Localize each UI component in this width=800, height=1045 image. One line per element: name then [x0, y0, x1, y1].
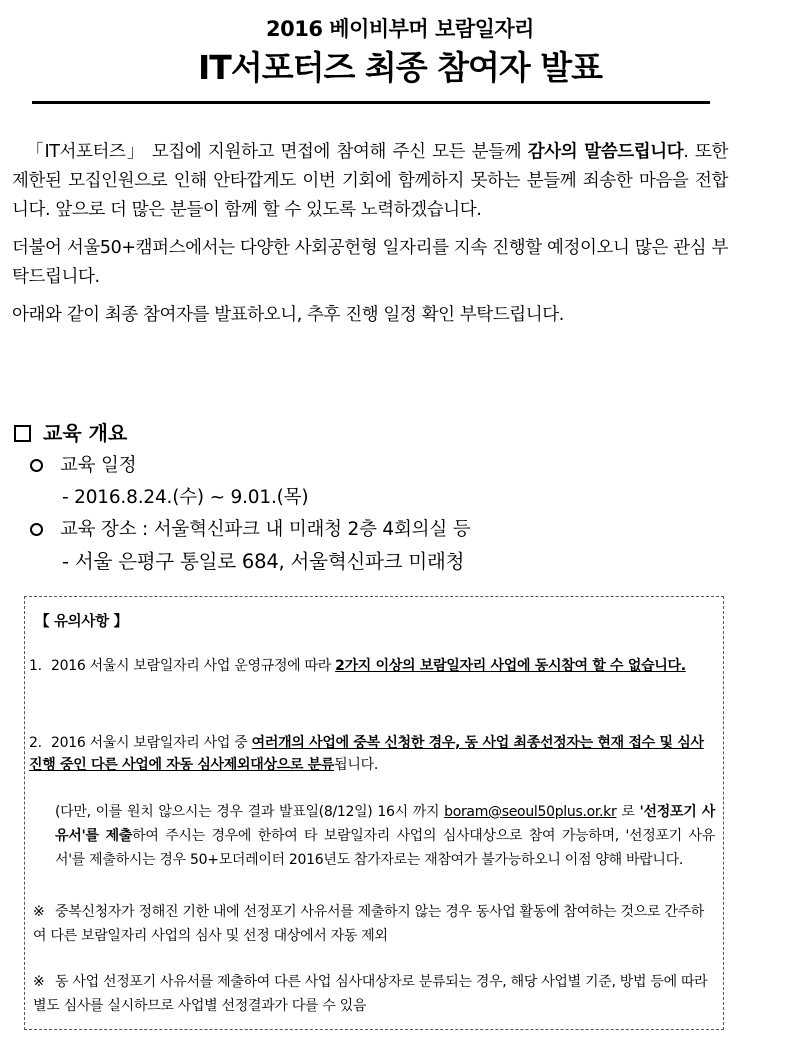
schedule-item	[14, 451, 754, 480]
education-section	[14, 418, 754, 576]
document-title: IT서포터즈 최종 참여자 발표	[198, 48, 602, 87]
notice-note-1	[33, 900, 717, 948]
section-heading	[14, 418, 754, 448]
item-number: 1.	[29, 658, 42, 674]
notice-box	[24, 596, 724, 1030]
item-number: 2.	[29, 735, 42, 751]
intro-paragraph-2: 더불어 서울50+캠퍼스에서는 다양한 사회공헌형 일자리를 지속 진행할 예정이오니 많은 관심 부탁드립니다.	[12, 238, 728, 287]
notice-title: 【 유의사항 】	[35, 614, 128, 630]
note1-text: 중복신청자가 정해진 기한 내에 선정포기 사유서를 제출하지 않는 경우 동사업 활동에 참여하는 것으로 간주하여 다른 보람일자리 사업의 심사 및 선정 대상에서 자동 제외	[33, 904, 705, 944]
circle-bullet-icon	[30, 459, 43, 472]
section-heading-label: 교육 개요	[43, 421, 128, 445]
intro-p1-end: . 또한 제한된 모집인원으로 인해 안타깝게도 이번 기회에 함께하지 못하는 분들께 죄송한 마음을 전합니다. 앞으로 더 많은 분들이 함께 할 수 있도록 노력하겠습니다.	[12, 142, 728, 220]
location-value: - 서울 은평구 통일로 684, 서울혁신파크 미래청	[62, 550, 465, 573]
exception-text-end: 하여 주시는 경우에 한하여 타 보람일자리 사업의 심사대상으로 참여 가능하며, '선정포기 사유서'를 제출하시는 경우 50+모더레이터 2016년도 참가자로는 재참여가 불가능하오니 이점 양해 바랍니다.	[55, 828, 715, 868]
item1-text: 2016 서울시 보람일자리 사업 운영규정에 따라	[51, 658, 336, 674]
document-header	[0, 14, 800, 90]
intro-p1-thanks: 감사의 말씀드립니다	[527, 142, 684, 162]
contact-email-link[interactable]: boram@seoul50plus.or.kr	[444, 804, 617, 820]
reference-mark-icon: ※	[33, 904, 45, 920]
item2-emphasis: 여러개의 사업에 중복 신청한 경우, 동 사업 최종선정자는 현재 접수 및 심사 진행 중인 다른 사업에 자동 심사제외대상으로 분류	[29, 735, 704, 773]
square-bullet-icon	[14, 425, 31, 442]
intro-paragraph-3: 아래와 같이 최종 참여자를 발표하오니, 추후 진행 일정 확인 부탁드립니다.	[12, 305, 564, 325]
item1-emphasis: 2가지 이상의 보람일자리 사업에 동시참여 할 수 없습니다.	[335, 658, 686, 674]
notice-item-2	[29, 732, 719, 776]
notice-exception-paragraph	[55, 800, 715, 872]
location-label: 교육 장소 : 서울혁신파크 내 미래청 2층 4회의실 등	[60, 519, 471, 540]
notice-item-1	[29, 655, 719, 677]
intro-text	[12, 138, 728, 339]
item2-end: 됩니다.	[334, 757, 378, 773]
document-supertitle: 2016 베이비부머 보람일자리	[266, 17, 534, 41]
intro-paragraph-1	[12, 138, 728, 225]
exception-emphasis: '선정포기 사유서'를 제출	[55, 804, 715, 844]
exception-text-start: (다만, 이를 원치 않으시는 경우 결과 발표일(8/12일) 16시 까지	[55, 804, 445, 820]
item2-text: 2016 서울시 보람일자리 사업 중	[51, 735, 252, 751]
intro-p1-start: 「IT서포터즈」 모집에 지원하고 면접에 참여해 주신 모든 분들께	[26, 142, 528, 162]
title-underline	[32, 101, 710, 104]
reference-mark-icon: ※	[33, 974, 45, 990]
schedule-label: 교육 일정	[60, 455, 137, 476]
location-item	[14, 515, 754, 544]
exception-text-mid: 로	[616, 804, 640, 820]
notice-note-2	[33, 970, 717, 1018]
note2-text: 동 사업 선정포기 사유서를 제출하여 다른 사업 심사대상자로 분류되는 경우, 해당 사업별 기준, 방법 등에 따라 별도 심사를 실시하므로 사업별 선정결과가 다를 수 있음	[33, 974, 708, 1014]
schedule-value: - 2016.8.24.(수) ~ 9.01.(목)	[62, 487, 309, 508]
circle-bullet-icon	[30, 523, 43, 536]
